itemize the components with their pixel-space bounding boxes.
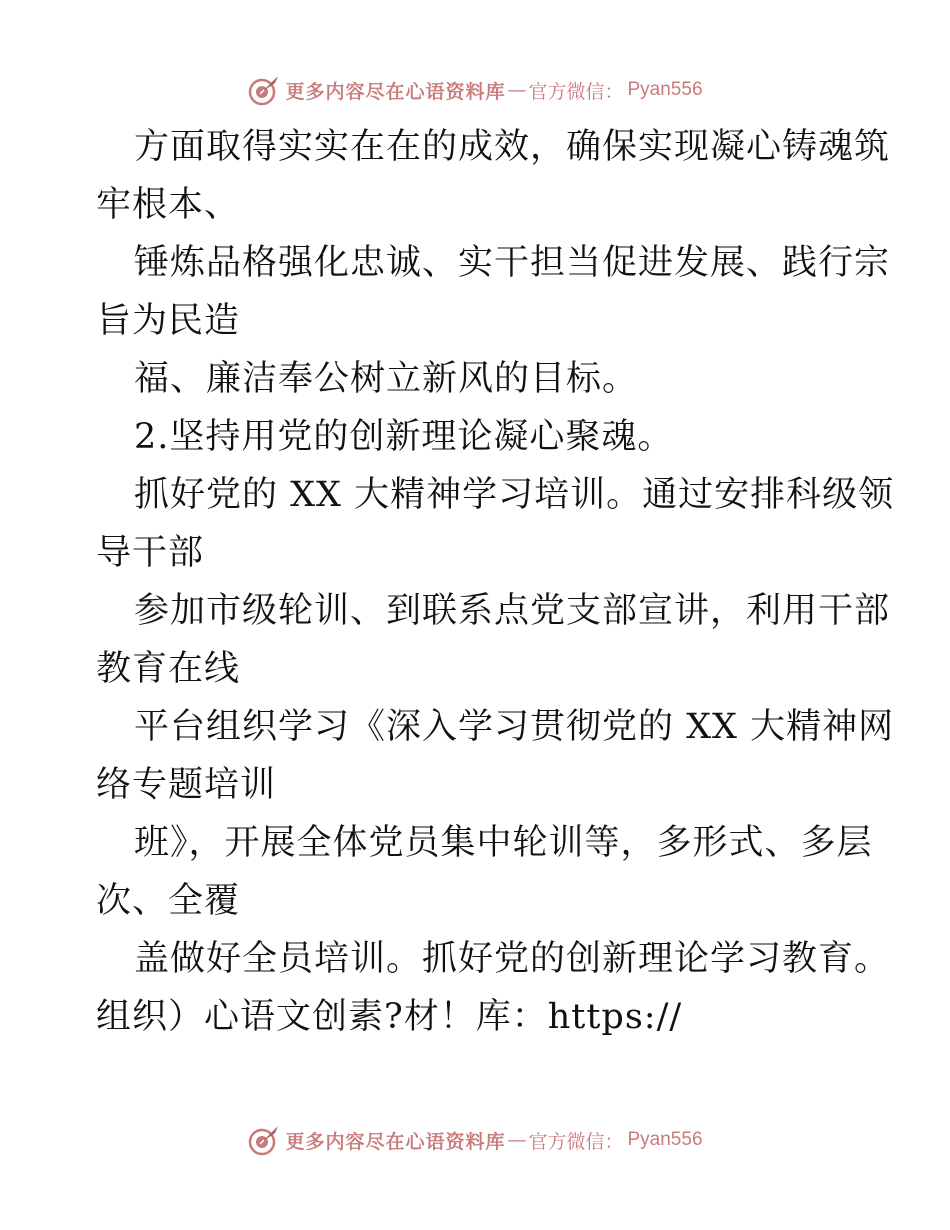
body-line: 班》，开展全体党员集中轮训等，多形式、多层 (134, 823, 873, 863)
header-wechat-label: 官方微信： (528, 80, 624, 103)
body-line: 锤炼品格强化忠诚、实干担当促进发展、践行宗 (134, 243, 891, 283)
section-heading: 2.坚持用党的创新理论凝心聚魂。 (134, 417, 674, 457)
body-line: 旨为民造 (96, 301, 241, 341)
body-line: 络专题培训 (96, 765, 277, 805)
header-wechat-id: Pyan556 (627, 79, 703, 100)
header-separator: — (507, 79, 527, 101)
body-line: 教育在线 (96, 649, 241, 689)
body-line: 导干部 (96, 533, 205, 573)
body-line: 平台组织学习《深入学习贯彻党的 XX 大精神网 (134, 707, 895, 747)
header-watermark (0, 70, 950, 110)
document-body (96, 118, 895, 1046)
body-line: 次、全覆 (96, 881, 241, 921)
footer-wechat-id: Pyan556 (627, 1129, 703, 1150)
body-line: 牢根本、 (96, 185, 241, 225)
footer-brand-text: 更多内容尽在心语资料库 (285, 1130, 506, 1153)
footer-watermark (0, 1120, 950, 1160)
body-line: 参加市级轮训、到联系点党支部宣讲，利用干部 (134, 591, 891, 631)
footer-separator: — (507, 1129, 527, 1151)
body-line: 福、廉洁奉公树立新风的目标。 (134, 359, 639, 399)
footer-wechat-label: 官方微信： (528, 1130, 624, 1153)
body-line: 盖做好全员培训。抓好党的创新理论学习教育。 (134, 939, 891, 979)
header-brand-text: 更多内容尽在心语资料库 (285, 80, 506, 103)
body-line: 组织）心语文创素?材！库：https:// (96, 997, 683, 1037)
quill-circle-icon (247, 73, 281, 107)
quill-circle-icon (247, 1123, 281, 1157)
body-line: 方面取得实实在在的成效，确保实现凝心铸魂筑 (134, 127, 891, 167)
body-line: 抓好党的 XX 大精神学习培训。通过安排科级领 (134, 475, 895, 515)
